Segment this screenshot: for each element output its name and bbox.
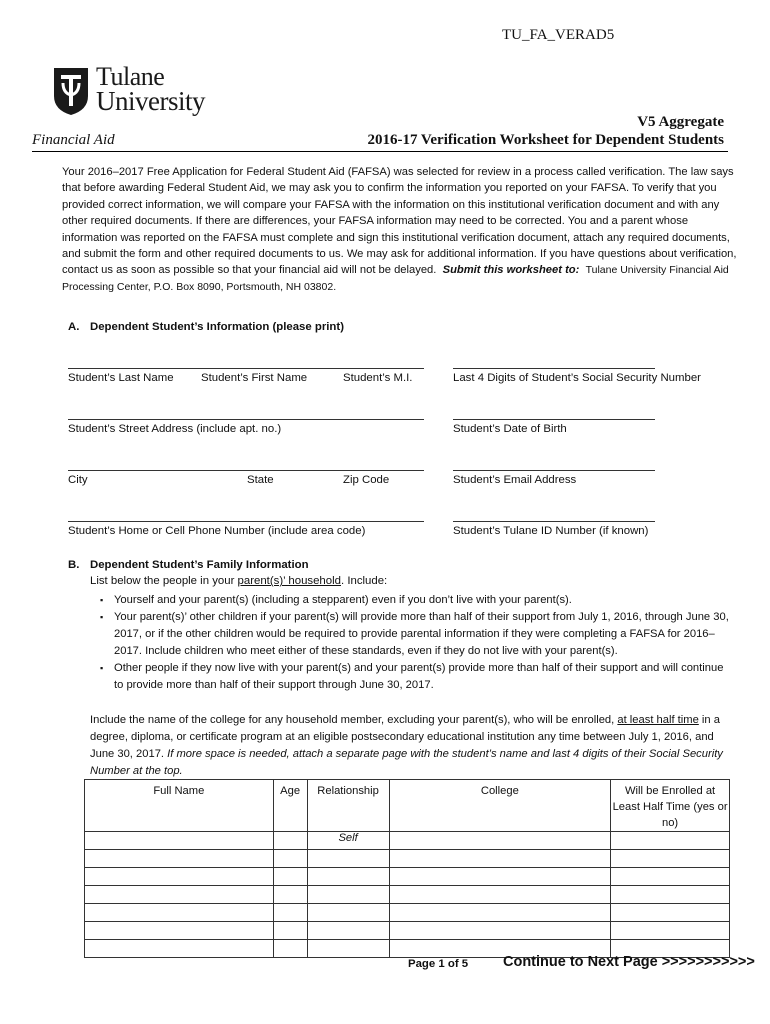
age-cell[interactable] — [273, 922, 307, 940]
household-intro — [90, 575, 387, 587]
relationship-cell[interactable] — [307, 904, 389, 922]
half-time-cell[interactable] — [611, 868, 730, 886]
full-name-cell[interactable] — [85, 832, 274, 850]
table-row — [85, 832, 730, 850]
city-line[interactable] — [68, 470, 424, 471]
version-label: V5 Aggregate — [637, 114, 724, 130]
ssn-label: Last 4 Digits of Student’s Social Security Number — [453, 372, 701, 384]
college-note — [90, 712, 730, 780]
name-line[interactable] — [68, 368, 424, 369]
relationship-cell[interactable] — [307, 850, 389, 868]
college-cell[interactable] — [389, 886, 611, 904]
ssn-line[interactable] — [453, 368, 655, 369]
college-cell[interactable] — [389, 850, 611, 868]
section-letter: A. — [68, 321, 80, 333]
table-row — [85, 850, 730, 868]
zip-label: Zip Code — [343, 474, 390, 486]
intro-paragraph — [62, 164, 742, 295]
relationship-cell[interactable] — [307, 868, 389, 886]
form-code: TU_FA_VERAD5 — [502, 27, 615, 43]
street-line[interactable] — [68, 419, 424, 420]
list-item: ▪ Your parent(s)’ other children if your parent(s) will provide more than half of their support from July 1, 2016, through June 30, 2017, or if the other children would be required to provide parental information if they were completing a FAFSA for 2016–2017. Include children who meet either of these standards, even if they do not live with your parent(s). — [100, 609, 732, 660]
age-cell[interactable] — [273, 886, 307, 904]
age-cell[interactable] — [273, 940, 307, 958]
state-label: State — [247, 474, 274, 486]
col-college: College — [389, 780, 611, 832]
household-table — [84, 779, 730, 958]
full-name-cell[interactable] — [85, 886, 274, 904]
household-criteria-list — [100, 592, 732, 694]
household-intro-text: List below the people in your — [90, 575, 238, 587]
college-note-underlined: at least half time — [617, 714, 699, 726]
street-label: Student’s Street Address (include apt. no.) — [68, 423, 282, 435]
half-time-cell[interactable] — [611, 832, 730, 850]
city-label: City — [68, 474, 88, 486]
relationship-cell: Self — [307, 832, 389, 850]
logo-word-university: University — [96, 86, 205, 116]
half-time-cell[interactable] — [611, 922, 730, 940]
age-cell[interactable] — [273, 832, 307, 850]
email-label: Student’s Email Address — [453, 474, 577, 486]
title-divider — [32, 151, 728, 152]
mi-label: Student’s M.I. — [343, 372, 413, 384]
college-cell[interactable] — [389, 832, 611, 850]
household-intro-underlined: parent(s)’ household — [237, 575, 341, 587]
col-full-name: Full Name — [85, 780, 274, 832]
list-item: ▪ Yourself and your parent(s) (including a stepparent) even if you don’t live with your parent(s). — [100, 592, 732, 609]
relationship-cell[interactable] — [307, 886, 389, 904]
tulane-id-line[interactable] — [453, 521, 655, 522]
age-cell[interactable] — [273, 850, 307, 868]
dob-label: Student’s Date of Birth — [453, 423, 567, 435]
submit-address: Tulane University Financial Aid Processing Center, P.O. Box 8090, Portsmouth, NH 03802. — [62, 264, 729, 293]
college-cell[interactable] — [389, 868, 611, 886]
section-title: Dependent Student’s Family Information — [90, 559, 309, 571]
full-name-cell[interactable] — [85, 904, 274, 922]
table-header-row — [85, 780, 730, 832]
college-note-text: Include the name of the college for any household member, excluding your parent(s), who will be enrolled, — [90, 714, 618, 726]
college-note-text-2: in a degree, diploma, or certificate program at an eligible postsecondary educational institution any time between July 1, 2016, and June 30, 2017. — [90, 714, 720, 760]
full-name-cell[interactable] — [85, 850, 274, 868]
table-row — [85, 868, 730, 886]
half-time-cell[interactable] — [611, 850, 730, 868]
household-intro-end: . Include: — [340, 575, 388, 587]
half-time-cell[interactable] — [611, 886, 730, 904]
col-age: Age — [273, 780, 307, 832]
college-note-italic: If more space is needed, attach a separate page with the student’s name and last 4 digits of their Social Security Number at the top. — [90, 748, 723, 777]
full-name-cell[interactable] — [85, 868, 274, 886]
age-cell[interactable] — [273, 904, 307, 922]
table-row — [85, 922, 730, 940]
col-relationship: Relationship — [307, 780, 389, 832]
college-cell[interactable] — [389, 904, 611, 922]
full-name-cell[interactable] — [85, 940, 274, 958]
intro-text: Your 2016–2017 Free Application for Federal Student Aid (FAFSA) was selected for review in a process called verification. The law says that before awarding Federal Student Aid, we may ask you to confirm the information you reported on your FAFSA. To verify that you provided correct information, we will compare your FAFSA with the information on this institutional verification document and with any other required documents. If there are differences, your FAFSA information may need to be corrected. You and a parent whose information was reported on the FAFSA must complete and sign this institutional verification document, attach any required documents, and submit the form and other required documents to us. We may ask for additional information. If you have questions about verification, contact us as soon as possible so that your financial aid will not be delayed. — [62, 166, 737, 277]
last-name-label: Student’s Last Name — [68, 372, 174, 384]
page-number: Page 1 of 5 — [408, 958, 469, 970]
table-row — [85, 904, 730, 922]
section-b-heading — [68, 559, 309, 571]
tulane-logo — [52, 64, 212, 119]
age-cell[interactable] — [273, 868, 307, 886]
tulane-shield-icon — [52, 66, 90, 116]
section-title: Dependent Student’s Information (please print) — [90, 321, 344, 333]
first-name-label: Student’s First Name — [201, 372, 308, 384]
phone-line[interactable] — [68, 521, 424, 522]
submit-label: Submit this worksheet to: — [442, 264, 580, 277]
college-cell[interactable] — [389, 922, 611, 940]
section-letter: B. — [68, 559, 80, 571]
dob-line[interactable] — [453, 419, 655, 420]
section-a-heading — [68, 321, 344, 333]
half-time-cell[interactable] — [611, 904, 730, 922]
page-title: 2016-17 Verification Worksheet for Dependent Students — [367, 132, 724, 148]
full-name-cell[interactable] — [85, 922, 274, 940]
table-row — [85, 886, 730, 904]
relationship-cell[interactable] — [307, 922, 389, 940]
relationship-cell[interactable] — [307, 940, 389, 958]
continue-next-page: Continue to Next Page >>>>>>>>>>> — [503, 954, 755, 970]
tulane-id-label: Student’s Tulane ID Number (if known) — [453, 525, 649, 537]
col-half-time: Will be Enrolled at Least Half Time (yes or no) — [611, 780, 730, 832]
list-item: ▪ Other people if they now live with your parent(s) and your parent(s) provide more than half of their support and will continue to provide more than half of their support through June 30, 2017. — [100, 660, 732, 694]
logo-word-tulane: Tulane — [96, 62, 165, 91]
department-name: Financial Aid — [32, 132, 115, 148]
email-line[interactable] — [453, 470, 655, 471]
phone-label: Student’s Home or Cell Phone Number (include area code) — [68, 525, 366, 537]
